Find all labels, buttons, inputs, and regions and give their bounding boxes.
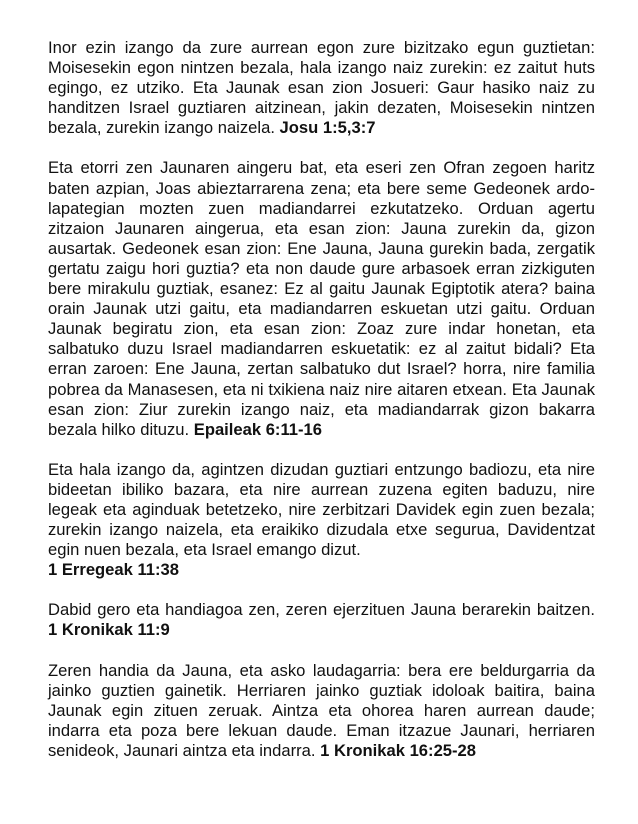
passage-josu <box>48 38 595 138</box>
passage-text: Eta hala izango da, agintzen dizudan guztiari entzungo badiozu, eta nire bideetan ibiliko bazara, eta nire aurrean zuzena egiten baduzu, nire legeak eta aginduak betetzeko, nire zerbitzari Davidek egin zuen bezala; zurekin izango naizela, eta eraikiko dizudala etxe segurua, Davidentzat egin nuen bezala, eta Israel emango dizut. <box>48 459 595 560</box>
scripture-reference: 1 Kronikak 11:9 <box>48 620 170 640</box>
passage-epaileak <box>48 158 595 439</box>
scripture-reference: Josu 1:5,3:7 <box>279 118 376 138</box>
document-page <box>48 38 595 781</box>
passage-text: Inor ezin izango da zure aurrean egon zure bizitzako egun guztietan: Moisesekin egon nintzen bezala, hala izango naiz zurekin: ez zaitut huts egingo, ez utziko. Eta Jaunak esan zion Josueri: Gaur hasiko naiz zu handitzen Israel guztiaren aitzinean, jakin dezaten, Moisesekin nintzen bezala, zurekin izango naizela. <box>48 38 595 138</box>
passage-kronikak-16 <box>48 661 595 761</box>
scripture-reference: 1 Kronikak 16:25-28 <box>320 740 477 760</box>
passage-kronikak-11 <box>48 600 595 640</box>
passage-text: Dabid gero eta handiagoa zen, zeren ejerzituen Jauna berarekin baitzen. <box>48 600 595 620</box>
scripture-reference: 1 Erregeak 11:38 <box>48 560 180 580</box>
passage-text: Eta etorri zen Jaunaren aingeru bat, eta eseri zen Ofran zegoen haritz baten azpian, Joas abieztarrarena zena; eta bere seme Gedeonek ardo-lapategian mozten zuen madiandarrei ezkutatzeko. Orduan agertu zitzaion Jaunaren aingerua, eta esan zion: Jauna zurekin da, gizon ausartak. Gedeonek esan zion: Ene Jauna, Jauna gurekin bada, zergatik gertatu zaigu hori guztia? eta non daude gure arbasoek erran zizkiguten bere mirakulu guztiak, esanez: Ez al gaitu Jaunak Egiptotik atera? baina orain Jaunak utzi gaitu, eta madiandarren eskuetan utzi gaitu. Orduan Jaunak begiratu zion, eta esan zion: Zoaz zure indar honetan, eta salbatuko duzu Israel madiandarren eskuetatik: ez al zaitut bidali? Eta erran zaroen: Ene Jauna, zertan salbatuko dut Israel? horra, nire familia pobrea da Manasesen, eta ni txikiena naiz nire aitaren etxean. Eta Jaunak esan zion: Ziur zurekin izango naiz, eta madiandarrak gizon bakarra bezala hilko dituzu. <box>48 158 595 439</box>
passage-erregeak <box>48 460 595 581</box>
passage-text: Zeren handia da Jauna, eta asko laudagarria: bera ere beldurgarria da jainko guztien gainetik. Herriaren jainko guztiak idoloak baitira, baina Jaunak egin zituen zeruak. Aintza eta ohorea haren aurrean daude; indarra eta poza bere lekuan daude. Eman itzazue Jaunari, herriaren senideok, Jaunari aintza eta indarra. <box>48 660 595 760</box>
scripture-reference: Epaileak 6:11-16 <box>193 419 322 439</box>
